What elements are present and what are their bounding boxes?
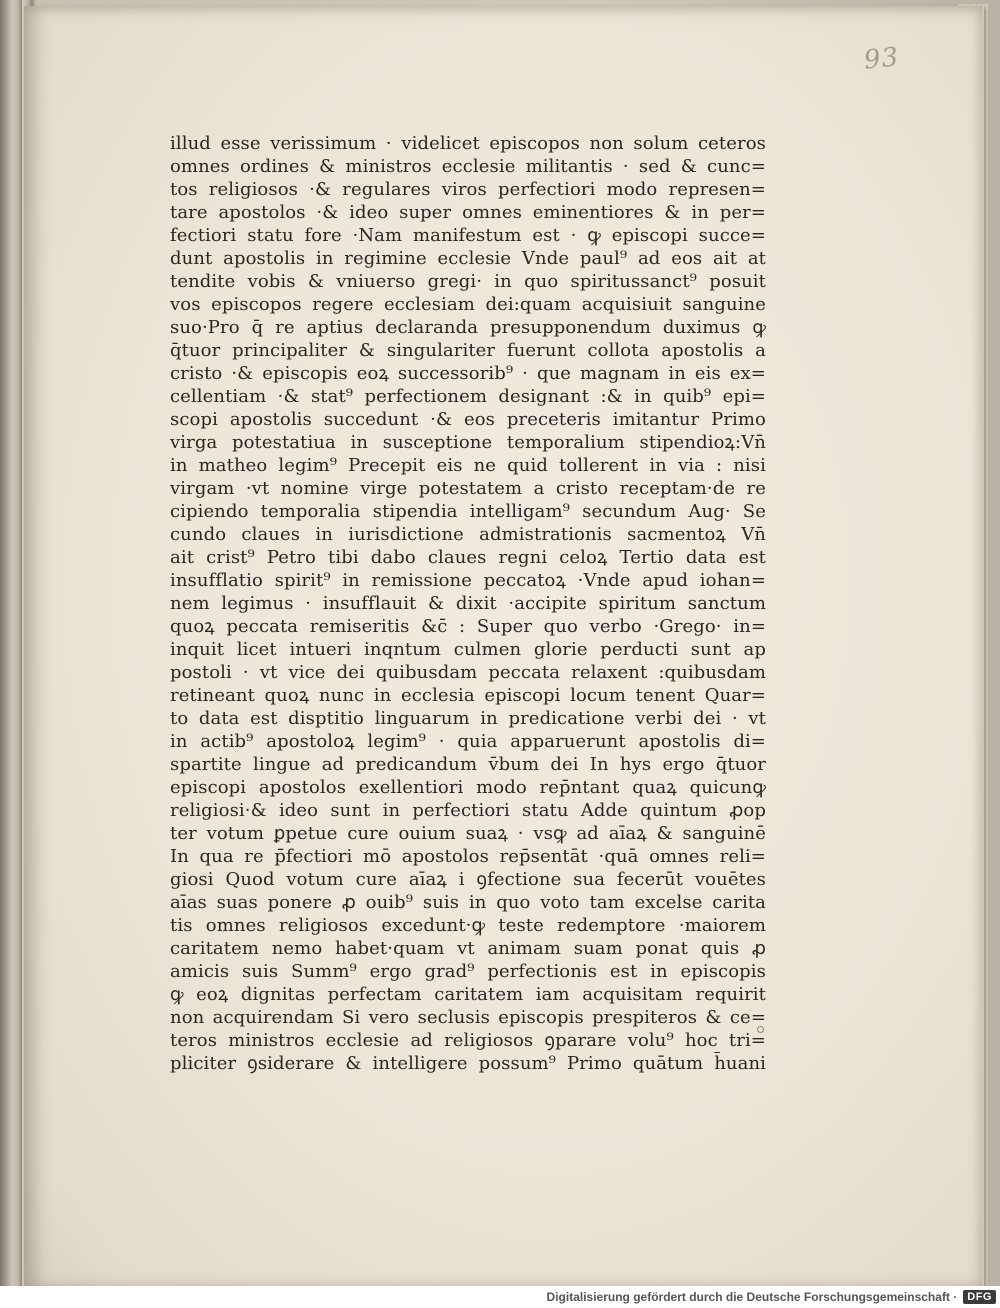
text-line: insufflatio spirit⁹ in remissione peccatoꝝ ·Vnde apud iohan= — [170, 570, 766, 591]
book-binding-edge — [0, 0, 22, 1308]
text-line: to data est disptitio linguarum in predicatione verbi dei · vt — [170, 708, 766, 729]
text-line: ter votum ꝑpetue cure ouium suaꝝ · vsꝙ ad aīaꝝ & sanguinē — [170, 823, 766, 844]
text-line: inquit licet intueri inqntum culmen glorie perducti sunt ap — [170, 639, 766, 660]
text-line: vos episcopos regere ecclesiam dei:quam acquisiuit sanguine — [170, 294, 766, 315]
text-line: caritatem nemo habet·quam vt animam suam ponat quis ꝓ — [170, 938, 766, 959]
text-line: tis omnes religiosos excedunt·ꝙ teste redemptore ·maiorem — [170, 915, 766, 936]
text-line: nem legimus · insufflauit & dixit ·accipite spiritum sanctum — [170, 593, 766, 614]
text-line: religiosi·& ideo sunt in perfectiori statu Adde quintum ꝓop — [170, 800, 766, 821]
text-line: ait crist⁹ Petro tibi dabo claues regni celoꝝ Tertio data est — [170, 547, 766, 568]
text-line: non acquirendam Si vero seclusis episcopis prespiteros & ce= — [170, 1007, 766, 1028]
text-line: retineant quoꝝ nunc in ecclesia episcopi locum tenent Quar= — [170, 685, 766, 706]
text-line: tos religiosos ·& regulares viros perfectiori modo represen= — [170, 179, 766, 200]
text-line: dunt apostolis in regimine ecclesie Vnde paul⁹ ad eos ait at — [170, 248, 766, 269]
text-line: cristo ·& episcopis eoꝝ successorib⁹ · que magnam in eis ex= — [170, 363, 766, 384]
text-line: In qua re p̄fectiori mō apostolos rep̄sentāt ·quā omnes reli= — [170, 846, 766, 867]
text-line: pliciter ꝯsiderare & intelligere possum⁹ Primo quātum h̄uani — [170, 1053, 766, 1074]
dfg-logo-icon: DFG — [963, 1290, 996, 1304]
text-line: cundo claues in iurisdictione admistrationis sacmentoꝝ Vn̄ — [170, 524, 766, 545]
text-line: in actib⁹ apostoloꝝ legim⁹ · quia apparuerunt apostolis di= — [170, 731, 766, 752]
text-line: q̄tuor principaliter & singulariter fuerunt collota apostolis a — [170, 340, 766, 361]
text-line: giosi Quod votum cure aīaꝝ i ꝯfectione sua fecerūt vouētes — [170, 869, 766, 890]
text-line: in matheo legim⁹ Precepit eis ne quid tollerent in via : nisi — [170, 455, 766, 476]
text-line: spartite lingue ad predicandum v̄bum dei In hys ergo q̄tuor — [170, 754, 766, 775]
text-line: cipiendo temporalia stipendia intelligam⁹ secundum Aug· Se — [170, 501, 766, 522]
text-line: virgam ·vt nomine virge potestatem a cristo receptam·de re — [170, 478, 766, 499]
text-line: amicis suis Summ⁹ ergo grad⁹ perfectionis est in episcopis — [170, 961, 766, 982]
text-line: omnes ordines & ministros ecclesie militantis · sed & cunc= — [170, 156, 766, 177]
text-line: quoꝝ peccata remiseritis &c̄ : Super quo verbo ·Grego· in= — [170, 616, 766, 637]
text-line: fectiori statu fore ·Nam manifestum est · ꝙ episcopi succe= — [170, 225, 766, 246]
funding-credit: Digitalisierung gefördert durch die Deutsche Forschungsgemeinschaft · — [546, 1290, 958, 1304]
text-line: episcopi apostolos exellentiori modo rep̄ntant quaꝝ quicunꝙ — [170, 777, 766, 798]
text-line: cellentiam ·& stat⁹ perfectionem designant :& in quib⁹ epi= — [170, 386, 766, 407]
text-line: scopi apostolis succedunt ·& eos preceteris imitantur Primo — [170, 409, 766, 430]
text-line: ꝙ eoꝝ dignitas perfectam caritatem iam acquisitam requirit — [170, 984, 766, 1005]
text-line: teros ministros ecclesie ad religiosos ꝯparare volu⁹ hoc tri= — [170, 1030, 766, 1051]
text-line: tendite vobis & vniuerso gregi· in quo spiritussanct⁹ posuit — [170, 271, 766, 292]
text-line: aīas suas ponere ꝓ ouib⁹ suis in quo voto tam excelse carita — [170, 892, 766, 913]
body-text-block — [170, 132, 766, 1074]
paper-mark — [757, 1026, 764, 1033]
text-line: virga potestatiua in susceptione temporalium stipendioꝝ:Vn̄ — [170, 432, 766, 453]
text-line: postoli · vt vice dei quibusdam peccata relaxent :quibusdam — [170, 662, 766, 683]
text-line: illud esse verissimum · videlicet episcopos non solum ceteros — [170, 133, 766, 154]
text-line: tare apostolos ·& ideo super omnes eminentiores & in per= — [170, 202, 766, 223]
folio-number: 93 — [862, 42, 901, 76]
text-line: suo·Pro q̄ re aptius declaranda presupponendum duximus ꝙ — [170, 317, 766, 338]
book-page — [24, 6, 984, 1290]
digitization-footer — [0, 1286, 1000, 1308]
